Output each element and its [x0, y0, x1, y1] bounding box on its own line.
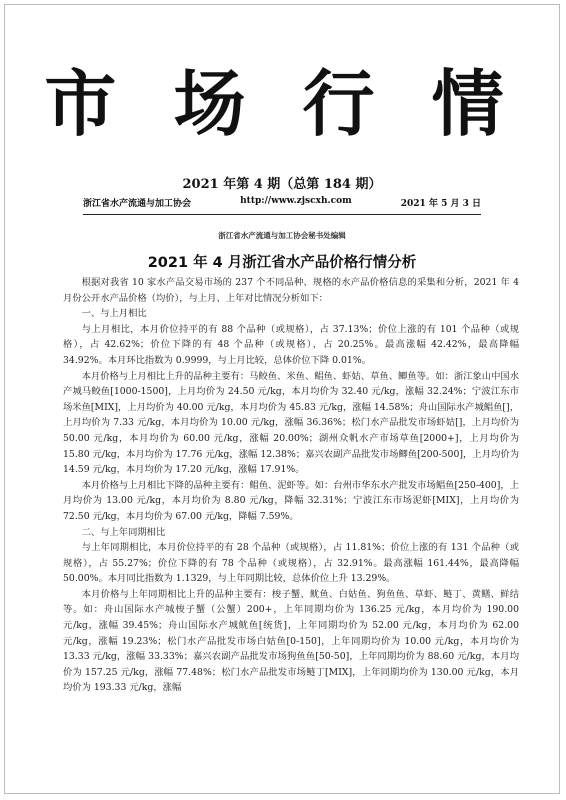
- masthead-title: 市 场 行 情: [44, 62, 520, 146]
- paragraph-month-falling: 本月价格与上月相比下降的品种主要有：鲳鱼、泥虾等。如：台州市华东水产批发市场鲳鱼[250-400]，上月均价为 13.00 元/kg，本月均价为 8.80 元/kg，降幅 32.31%；宁波江东市场泥虾[MIX]，上月均价为 72.50 元/kg，本月均价为 67.00 元/kg，降幅 7.59%。: [63, 479, 519, 522]
- publication-info-bar: [83, 196, 481, 215]
- paragraph-year-rising: 本月价格与上年同期相比上升的品种主要有：梭子蟹、鱿鱼、白姑鱼、狗鱼鱼、草虾、鲢丁、黄鳝、鲜结等。如：舟山国际水产城梭子蟹（公蟹）200+，上年同期均价为 136.25 元/kg，本月均价为 190.00 元/kg，涨幅 39.45%；舟山国际水产城鱿鱼[统货]，上年同期均价为 52.00 元/kg，本月均价为 62.00 元/kg，涨幅 19.23%；松门水产品批发市场白姑鱼[0-150]，上年同期均价为 10.00 元/kg，本月均价为 13.33 元/kg，涨幅 33.33%；嘉兴农副产品批发市场狗鱼鱼[50-50]，上年同期均价为 88.60 元/kg，本月均价为 157.25 元/kg，涨幅 77.48%；松门水产品批发市场鲢丁[MIX]，上年同期均价为 130.00 元/kg，本月均价为 193.33 元/kg，涨幅: [63, 588, 519, 694]
- document-page: [4, 4, 560, 794]
- paragraph-intro: 根据对我省 10 家水产品交易市场的 237 个不同品种、规格的水产品价格信息的采集和分析，2021 年 4 月份公开水产品价格（均价），与上月、上年对比情况分析如下：: [63, 277, 519, 304]
- paragraph-month-rising: 本月价格与上月相比上升的品种主要有：马鲛鱼、米鱼、鲳鱼、虾姑、草鱼、鲫鱼等。如：浙江象山中国水产城马鲛鱼[1000-1500]，上月均价为 24.50 元/kg，本月均价为 32.40 元/kg，涨幅 32.24%；宁波江东市场米鱼[MIX]，上月均价为 40.00 元/kg，本月均价为 45.83 元/kg，涨幅 14.58%；舟山国际水产城鲳鱼[]，上月均价为 7.33 元/kg，本月均价为 10.00 元/kg，涨幅 36.36%；松门水产品批发市场虾姑[]，上月均价为 50.00 元/kg，本月均价为 60.00 元/kg，涨幅 20.00%；湖州众帆水产市场草鱼[2000+]，上月均价为 15.80 元/kg，本月均价为 17.76 元/kg，涨幅 12.38%；嘉兴农副产品批发市场鲫鱼[200-500]，上月均价为 14.59 元/kg，本月均价为 17.20 元/kg，涨幅 17.91%。: [63, 370, 519, 476]
- website-url[interactable]: http://www.zjscxh.com: [240, 196, 352, 206]
- article-title: 2021 年 4 月浙江省水产品价格行情分析: [147, 255, 417, 271]
- issue-number: 2021 年第 4 期（总第 184 期）: [182, 177, 382, 192]
- editor-credit: 浙江省水产流通与加工协会秘书处编辑: [218, 231, 346, 240]
- publisher-name: 浙江省水产流通与加工协会: [83, 199, 192, 209]
- article-body: [63, 275, 519, 696]
- paragraph-year-summary: 与上年同期相比，本月价位持平的有 28 个品种（或规格），占 11.81%；价位上涨的有 131 个品种（或规格），占 55.27%；价位下降的有 78 个品种（或规格），占 32.91%。最高涨幅 161.44%，最高降幅 50.00%。本月同比指数为 1.1329，与上年同期比较，总体价位上升 13.29%。: [63, 542, 519, 585]
- section-heading-year: 二、与上年同期相比: [81, 526, 166, 538]
- paragraph-month-summary: 与上月相比，本月价位持平的有 88 个品种（或规格），占 37.13%；价位上涨的有 101 个品种（或规格），占 42.62%；价位下降的有 48 个品种（或规格），占 20.25%。最高涨幅 42.42%，最高降幅 34.92%。本月环比指数为 0.9999，与上月比较，总体价位下降 0.01%。: [63, 323, 519, 366]
- section-heading-month: 一、与上月相比: [81, 308, 147, 320]
- publication-date: 2021 年 5 月 3 日: [400, 199, 481, 209]
